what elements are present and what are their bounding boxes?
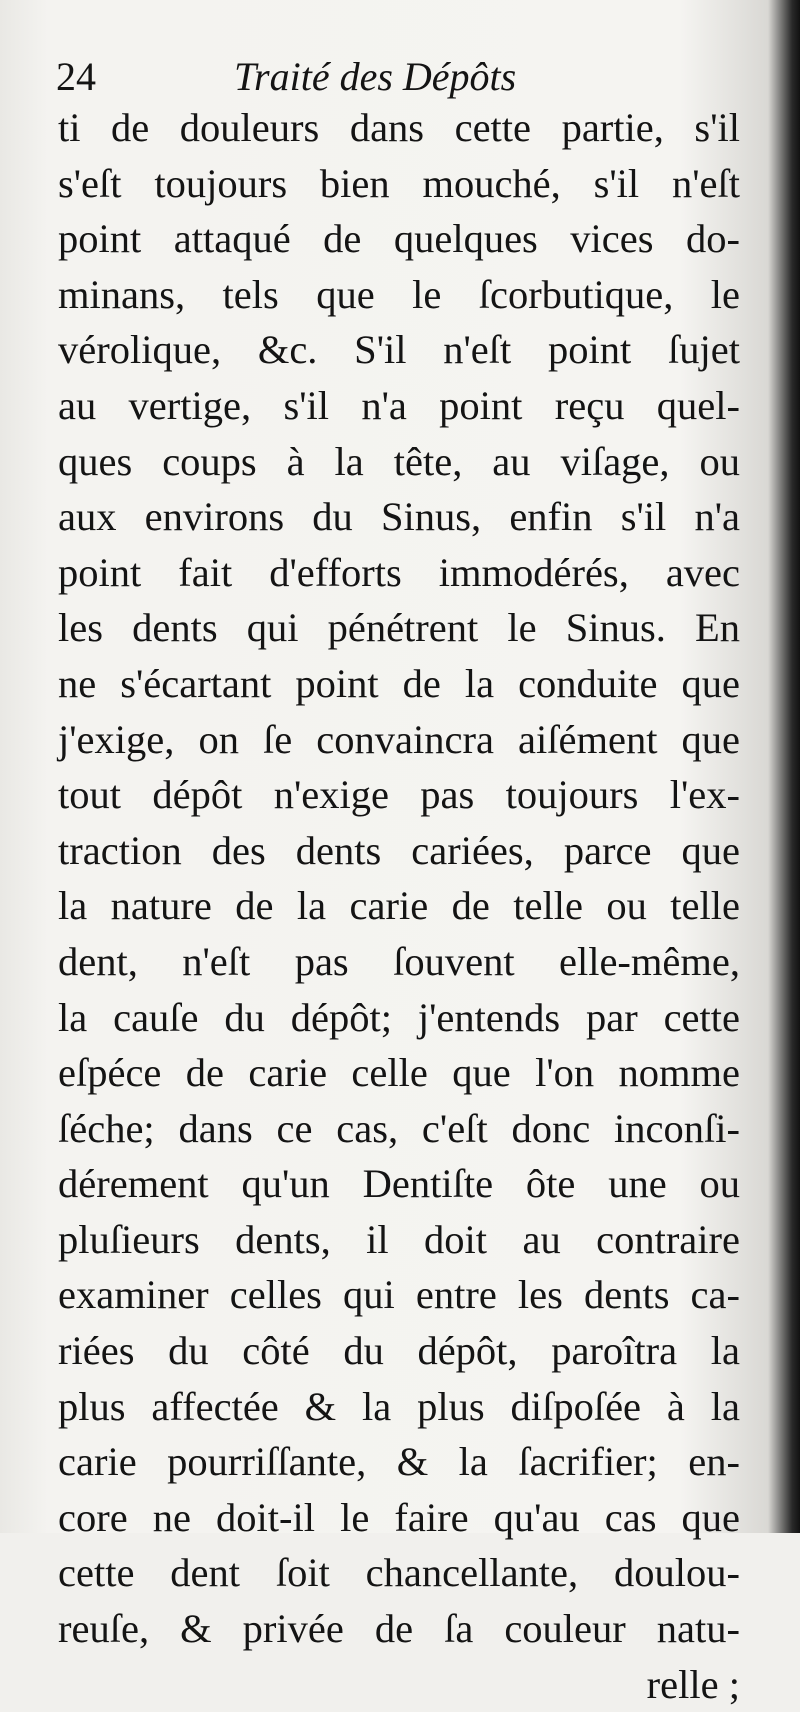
page-number: 24 — [56, 54, 96, 99]
text-line: ne s'écartant point de la conduite que — [58, 660, 740, 706]
text-line: carie pourriſſante, & la ſacrifier; en- — [58, 1439, 740, 1485]
text-line: ques coups à la tête, au viſage, ou — [58, 438, 740, 484]
text-line: au vertige, s'il n'a point reçu quel- — [58, 382, 740, 428]
text-line: les dents qui pénétrent le Sinus. En — [58, 605, 740, 651]
text-line: dérement qu'un Dentiſte ôte une ou — [58, 1161, 740, 1207]
body-text — [58, 100, 740, 1712]
text-line: j'exige, on ſe convaincra aiſément que — [58, 716, 740, 762]
text-line: ti de douleurs dans cette partie, s'il — [58, 105, 740, 150]
page-header — [56, 52, 756, 102]
text-line: point attaqué de quelques vices do- — [58, 216, 740, 262]
text-line: s'eſt toujours bien mouché, s'il n'eſt — [58, 160, 740, 206]
text-line: examiner celles qui entre les dents ca- — [58, 1272, 740, 1318]
text-line: aux environs du Sinus, enfin s'il n'a — [58, 494, 740, 540]
running-title: Traité des Dépôts — [234, 54, 517, 99]
text-line: vérolique, &c. S'il n'eſt point ſujet — [58, 327, 740, 373]
text-line: minans, tels que le ſcorbutique, le — [58, 271, 740, 317]
text-line: dent, n'eſt pas ſouvent elle-même, — [58, 938, 740, 984]
text-line: cette dent ſoit chancellante, doulou- — [58, 1550, 740, 1596]
text-line: reuſe, & privée de ſa couleur natu- — [58, 1606, 740, 1652]
text-line: eſpéce de carie celle que l'on nomme — [58, 1050, 740, 1096]
text-line: la nature de la carie de telle ou telle — [58, 883, 740, 929]
text-line: ſéche; dans ce cas, c'eſt donc inconſi- — [58, 1105, 740, 1151]
text-line: plus affectée & la plus diſpoſée à la — [58, 1383, 740, 1429]
text-line: traction des dents cariées, parce que — [58, 827, 740, 873]
text-line: la cauſe du dépôt; j'entends par cette — [58, 994, 740, 1040]
text-line: point fait d'efforts immodérés, avec — [58, 549, 740, 595]
text-line: riées du côté du dépôt, paroîtra la — [58, 1328, 740, 1374]
text-line: core ne doit-il le faire qu'au cas que — [58, 1494, 740, 1540]
text-line: tout dépôt n'exige pas toujours l'ex- — [58, 772, 740, 818]
catchword-line: relle ; — [646, 1661, 740, 1707]
text-line: pluſieurs dents, il doit au contraire — [58, 1216, 740, 1262]
